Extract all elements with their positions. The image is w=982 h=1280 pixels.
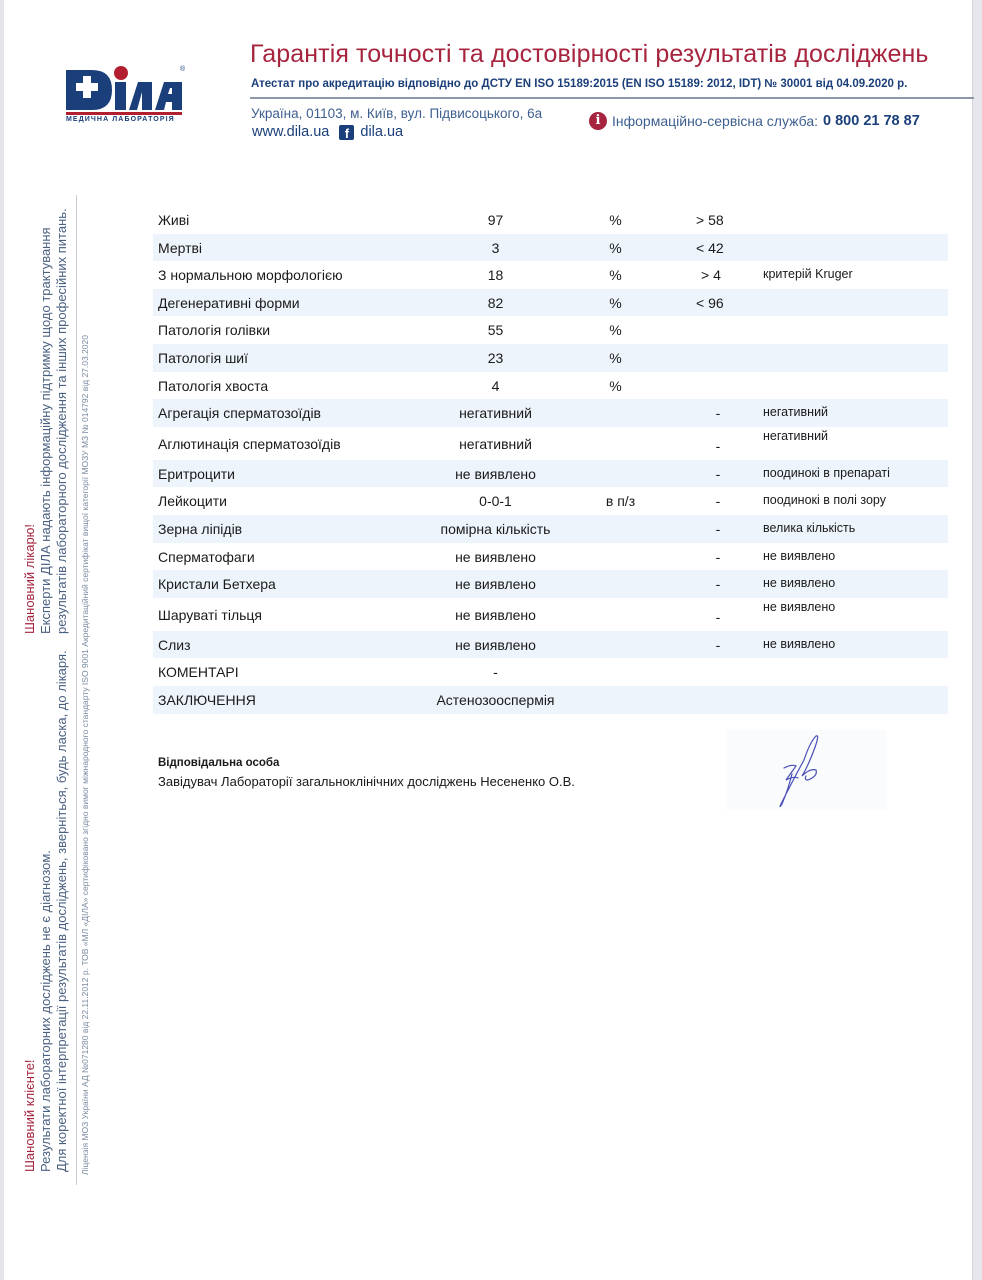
logo-stripe	[66, 112, 182, 115]
signature-icon	[726, 730, 886, 810]
parameter-value: не виявлено	[455, 465, 536, 482]
parameter-value: не виявлено	[455, 606, 536, 623]
reference-value: -	[715, 437, 721, 454]
responsible-label: Відповідальна особа	[158, 757, 280, 769]
table-row	[153, 631, 948, 659]
lab-address: Україна, 01103, м. Київ, вул. Підвисоцького, 6а	[251, 106, 543, 121]
page-left-edge	[0, 0, 4, 1280]
parameter-name: Мертві	[158, 239, 203, 256]
web-links	[252, 124, 403, 140]
table-row	[153, 399, 948, 427]
results-table	[153, 206, 948, 714]
reference-note: не виявлено	[763, 636, 836, 651]
service-label: Інформаційно-сервісна служба:	[612, 113, 819, 129]
conclusion-label: ЗАКЛЮЧЕННЯ	[158, 691, 256, 708]
table-row	[153, 427, 948, 460]
parameter-name: З нормальною морфологією	[158, 267, 343, 284]
table-row	[153, 261, 948, 289]
parameter-value: 3	[491, 239, 500, 256]
doctor-note-line1: Експерти ДІЛА надають інформаційну підтримку щодо трактування	[38, 227, 53, 634]
reference-value: -	[715, 608, 721, 625]
table-row	[153, 487, 948, 515]
parameter-name: Слиз	[158, 636, 191, 653]
reference-value: -	[715, 493, 721, 510]
facebook-icon: f	[339, 125, 354, 140]
parameter-name: Аглютинація сперматозоїдів	[158, 435, 341, 452]
side-divider	[76, 195, 77, 1185]
parameter-name: Лейкоцити	[158, 493, 227, 510]
parameter-name: Дегенеративні форми	[158, 294, 300, 311]
table-row	[153, 598, 948, 631]
parameter-name: Сперматофаги	[158, 548, 255, 565]
table-row	[153, 460, 948, 488]
table-row	[153, 234, 948, 262]
page-right-edge	[972, 0, 982, 1280]
table-row	[153, 515, 948, 543]
table-row	[153, 570, 948, 598]
parameter-name: Еритроцити	[158, 465, 235, 482]
table-row	[153, 206, 948, 234]
reference-value: < 42	[696, 239, 724, 256]
reference-value: -	[715, 520, 721, 537]
reference-note: негативний	[763, 428, 829, 443]
reference-value: -	[715, 405, 721, 422]
website-link[interactable]: www.dila.ua	[252, 124, 330, 140]
parameter-name: Кристали Бетхера	[158, 576, 276, 593]
service-line	[589, 112, 920, 130]
parameter-value: негативний	[459, 405, 532, 422]
comments-label: КОМЕНТАРІ	[158, 664, 239, 681]
client-heading: Шановний клієнте!	[22, 1059, 37, 1172]
parameter-value: 97	[487, 212, 504, 228]
reference-note: велика кількість	[763, 520, 856, 535]
parameter-unit: %	[609, 349, 622, 366]
reference-note: не виявлено	[763, 599, 836, 614]
accreditation-text: Атестат про акредитацію відповідно до ДСТУ EN ISO 15189:2015 (EN ISO 15189: 2012, IDT) № 30001 від 04.09.2020 р.	[251, 78, 908, 90]
parameter-value: негативний	[459, 435, 532, 452]
parameter-unit: %	[609, 294, 622, 311]
parameter-value: 55	[487, 322, 504, 339]
dila-logo	[64, 56, 188, 128]
signature-image	[726, 730, 886, 810]
table-row	[153, 289, 948, 317]
dila-logo-mark-icon	[66, 64, 182, 110]
logo-subtitle: МЕДИЧНА ЛАБОРАТОРІЯ	[66, 116, 175, 123]
conclusion-value: Астенозооспермія	[436, 691, 555, 708]
parameter-name: Зерна ліпідів	[158, 520, 243, 537]
parameter-unit: %	[609, 322, 622, 339]
reference-value: > 4	[701, 267, 721, 284]
info-icon: i	[589, 112, 607, 130]
parameter-value: не виявлено	[455, 548, 536, 565]
reference-value: -	[715, 465, 721, 482]
parameter-unit: %	[609, 239, 622, 256]
parameter-value: 4	[491, 377, 500, 394]
comments-value: -	[493, 664, 498, 681]
parameter-unit: %	[609, 267, 622, 284]
parameter-value: 23	[487, 349, 504, 366]
table-row	[153, 372, 948, 400]
doctor-heading: Шановний лікарю!	[22, 523, 37, 634]
parameter-unit: в п/з	[605, 493, 636, 510]
parameter-name: Патологія хвоста	[158, 377, 269, 394]
parameter-name: Патологія голівки	[158, 322, 271, 339]
parameter-unit: %	[609, 377, 622, 394]
client-note-line1: Результати лабораторних досліджень не є діагнозом.	[38, 850, 53, 1172]
conclusion-row	[153, 686, 948, 714]
registered-mark: ®	[180, 66, 186, 73]
responsible-name: Завідувач Лабораторії загальноклінічних досліджень Несененко О.В.	[158, 774, 575, 789]
parameter-value: 0-0-1	[479, 493, 512, 510]
header-divider	[250, 97, 974, 99]
parameter-name: Живі	[158, 212, 190, 228]
reference-note: поодинокі в препараті	[763, 465, 890, 480]
parameter-unit: %	[609, 212, 622, 228]
parameter-value: 18	[487, 267, 504, 284]
header-title: Гарантія точності та достовірності результатів досліджень	[250, 40, 929, 68]
parameter-name: Патологія шиї	[158, 349, 249, 366]
reference-value: -	[715, 548, 721, 565]
reference-note: негативний	[763, 405, 829, 420]
table-row	[153, 344, 948, 372]
client-note-line2: Для коректної інтерпретації результатів досліджень, зверніться, будь ласка, до лікаря.	[54, 650, 69, 1172]
reference-note: поодинокі в полі зору	[763, 493, 886, 508]
service-phone[interactable]: 0 800 21 78 87	[823, 113, 920, 129]
reference-note: не виявлено	[763, 576, 836, 591]
doctor-note-line2: результатів лабораторного дослідження та інших професійних питань.	[54, 208, 69, 634]
parameter-value: помірна кількість	[440, 520, 551, 537]
license-text: Ліцензія МОЗ України АД №071280 від 22.11.2012 р. ТОВ «МЛ «ДІЛА» сертифіковано згідно вимог міжнародного стандарту ISO 9001 Акредитаційний сертифікат вищої категорії МОЗУ МЗ № 014792 від 27.03.2020	[80, 335, 90, 1175]
reference-value: -	[715, 576, 721, 593]
table-row	[153, 543, 948, 571]
comments-row	[153, 658, 948, 686]
parameter-value: не виявлено	[455, 576, 536, 593]
reference-value: < 96	[696, 294, 724, 311]
reference-note: критерій Kruger	[763, 267, 853, 282]
facebook-link[interactable]: dila.ua	[360, 124, 404, 140]
parameter-name: Шаруваті тільця	[158, 606, 263, 623]
parameter-value: 82	[487, 294, 504, 311]
reference-value: -	[715, 636, 721, 653]
table-row	[153, 316, 948, 344]
reference-note: не виявлено	[763, 548, 836, 563]
parameter-name: Агрегація сперматозоїдів	[158, 405, 321, 422]
reference-value: > 58	[696, 212, 724, 228]
parameter-value: не виявлено	[455, 636, 536, 653]
